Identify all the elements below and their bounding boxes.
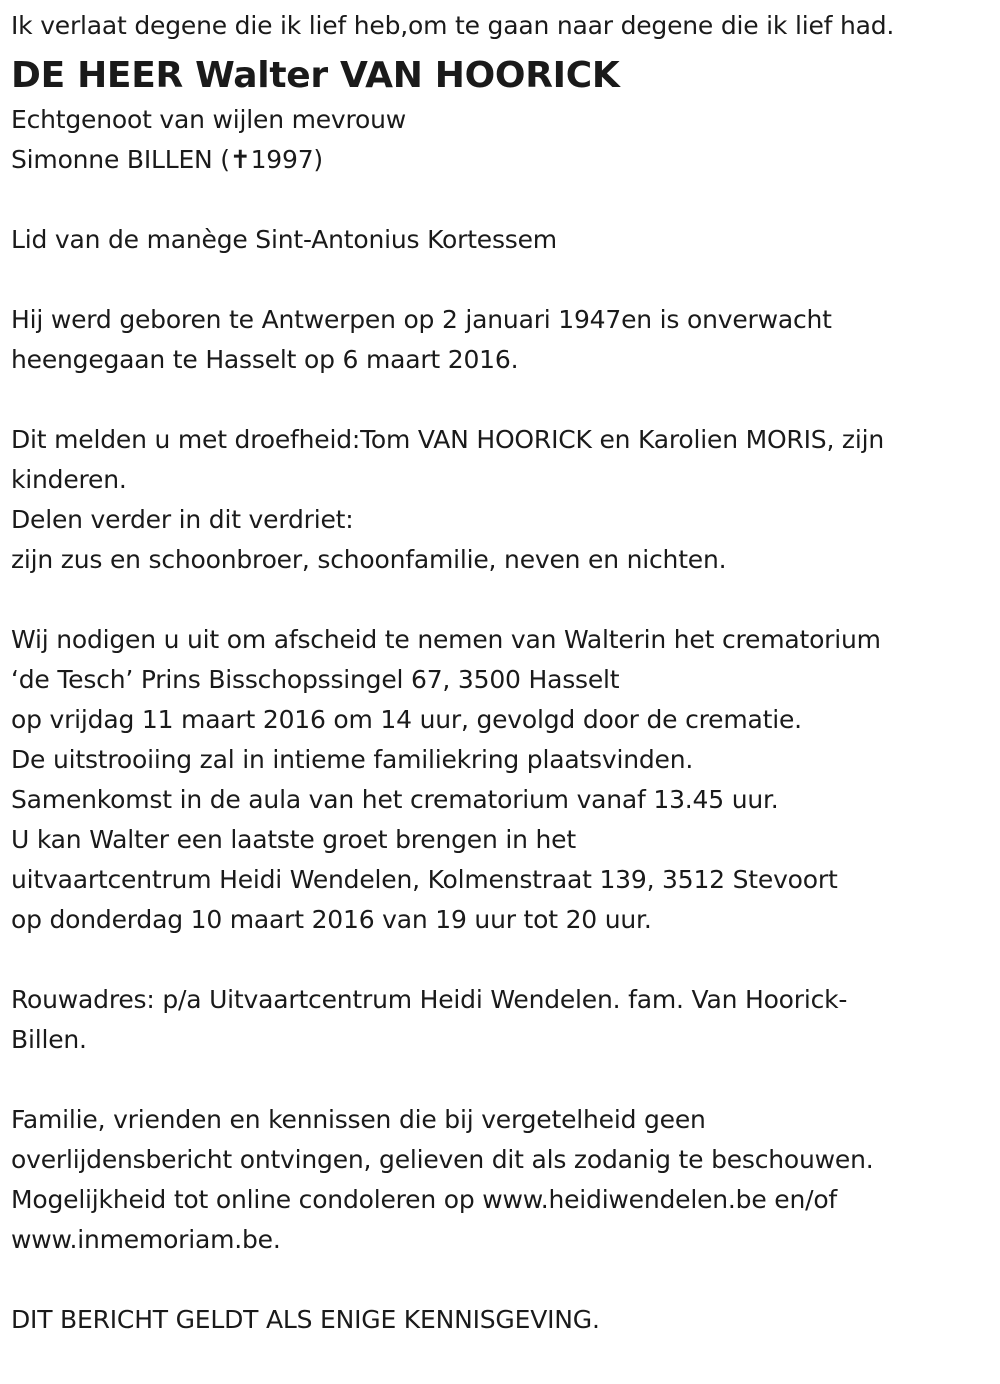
spacer (11, 1060, 991, 1100)
deceased-name: DE HEER Walter VAN HOORICK (11, 55, 620, 96)
spacer (11, 580, 991, 620)
notice-line: DIT BERICHT GELDT ALS ENIGE KENNISGEVING. (11, 1305, 600, 1334)
ceremony-line: Wij nodigen u uit om afscheid te nemen van Walterin het crematorium (11, 625, 881, 654)
ceremony-line: uitvaartcentrum Heidi Wendelen, Kolmenstraat 139, 3512 Stevoort (11, 865, 838, 894)
membership-line: Lid van de manège Sint-Antonius Kortessem (11, 225, 557, 254)
spouse-line: Simonne BILLEN (✝1997) (11, 145, 323, 174)
spacer (11, 1260, 991, 1300)
closing-line: www.inmemoriam.be. (11, 1225, 281, 1254)
mourners-line: Delen verder in dit verdriet: (11, 505, 354, 534)
address-line: Billen. (11, 1025, 87, 1054)
ceremony-block (11, 620, 991, 940)
mourners-block (11, 420, 991, 580)
closing-line: Mogelijkheid tot online condoleren op www.heidiwendelen.be en/of (11, 1185, 838, 1214)
ceremony-line: U kan Walter een laatste groet brengen in het (11, 825, 576, 854)
address-block (11, 980, 991, 1060)
ceremony-line: op vrijdag 11 maart 2016 om 14 uur, gevolgd door de crematie. (11, 705, 802, 734)
spouse-line: Echtgenoot van wijlen mevrouw (11, 105, 407, 134)
spacer (11, 940, 991, 980)
obituary-notice (11, 0, 991, 1340)
closing-line: overlijdensbericht ontvingen, gelieven dit als zodanig te beschouwen. (11, 1145, 874, 1174)
ceremony-line: Samenkomst in de aula van het crematorium vanaf 13.45 uur. (11, 785, 779, 814)
birth-death-block (11, 300, 991, 380)
ceremony-line: ‘de Tesch’ Prins Bisschopssingel 67, 3500 Hasselt (11, 665, 620, 694)
ceremony-line: De uitstrooiing zal in intieme familiekring plaatsvinden. (11, 745, 694, 774)
birth-death-line: Hij werd geboren te Antwerpen op 2 januari 1947en is onverwacht (11, 305, 832, 334)
ceremony-line: op donderdag 10 maart 2016 van 19 uur tot 20 uur. (11, 905, 652, 934)
mourners-line: zijn zus en schoonbroer, schoonfamilie, neven en nichten. (11, 545, 727, 574)
quote-line: Ik verlaat degene die ik lief heb,om te gaan naar degene die ik lief had. (11, 11, 895, 40)
spouse-block (11, 100, 991, 180)
closing-line: Familie, vrienden en kennissen die bij vergetelheid geen (11, 1105, 706, 1134)
spacer (11, 180, 991, 220)
mourners-line: Dit melden u met droefheid:Tom VAN HOORICK en Karolien MORIS, zijn (11, 425, 884, 454)
mourners-line: kinderen. (11, 465, 127, 494)
spacer (11, 260, 991, 300)
birth-death-line: heengegaan te Hasselt op 6 maart 2016. (11, 345, 519, 374)
spacer (11, 380, 991, 420)
address-line: Rouwadres: p/a Uitvaartcentrum Heidi Wendelen. fam. Van Hoorick- (11, 985, 848, 1014)
closing-block (11, 1100, 991, 1260)
